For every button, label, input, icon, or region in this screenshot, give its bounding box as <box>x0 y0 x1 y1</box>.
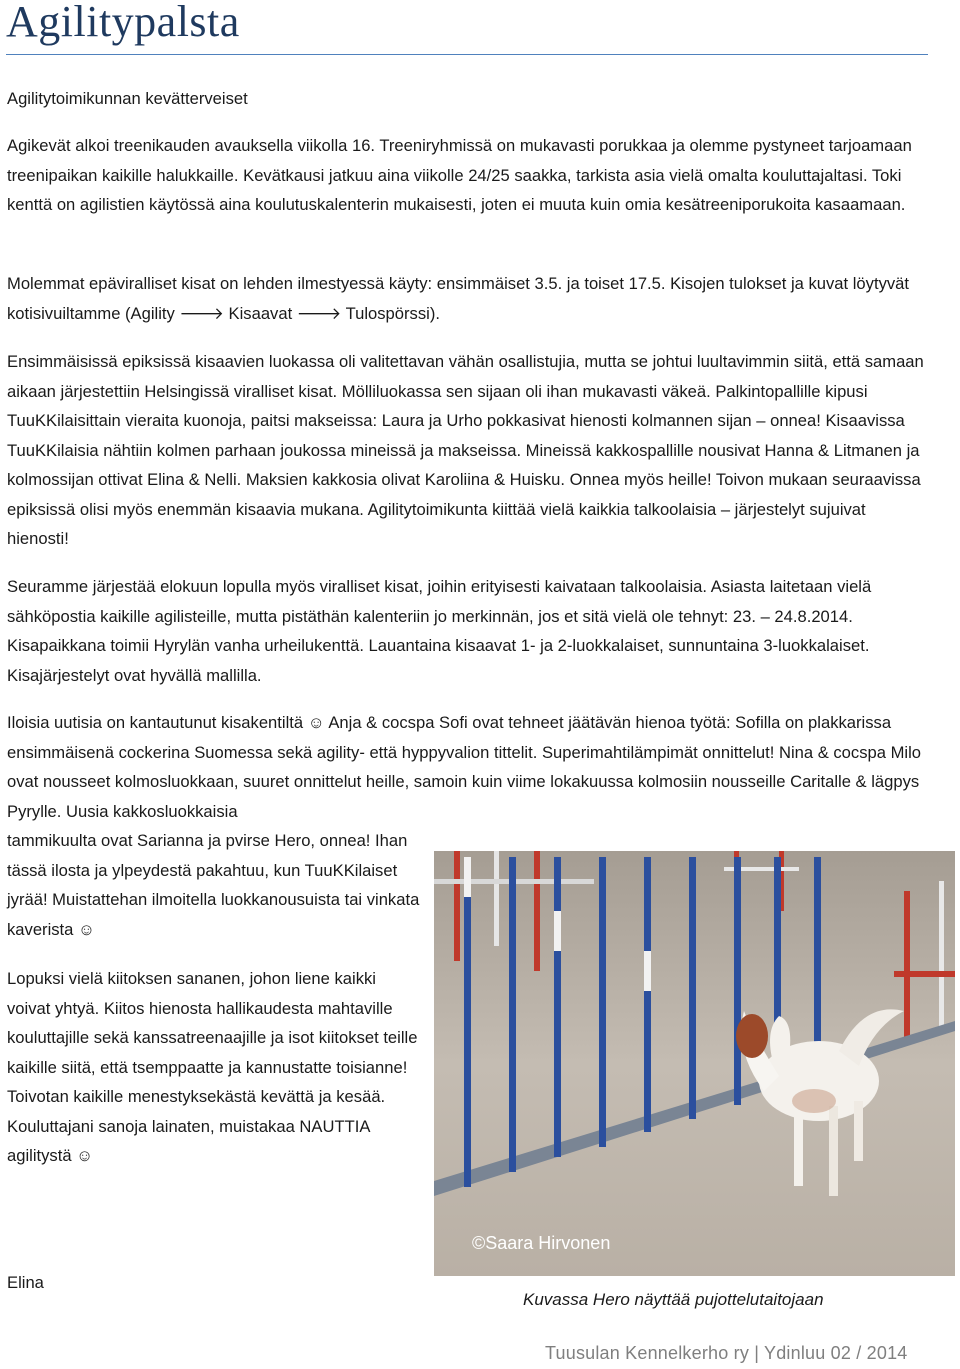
title-underline <box>6 54 928 55</box>
paragraph-official-competition: Seuramme järjestää elokuun lopulla myös viralliset kisat, joihin erityisesti kaivataan talkoolaisia. Asiasta laitetaan vielä sähköpostia kaikille agilisteille, mutta pistäthän kalenteriin jo merkinnän, jos et sitä vielä ole tehnyt: 23. – 24.8.2014. Kisapaikkana toimii Hyrylän vanha urheilukenttä. Lauantaina kisaavat 1- ja 2-luokkalaiset, sunnuntaina 3-luokkalaiset. Kisajärjestelyt ovat hyvällä mallilla. <box>7 577 872 685</box>
paragraph-good-news: Iloisia uutisia on kantautunut kisakentiltä ☺ Anja & cocspa Sofi ovat tehneet jäätävän hienoa työtä: Sofilla on plakkarissa ensimmäisenä cockerina Suomessa sekä agility- että hyppyvalion tittelit. Superimahtilämpimät onnittelut! Nina & cocspa Milo ovat nousseet kolmosluokkaan, suuret onnittelut heille, samoin kuin viime lokakuussa kolmosiin nousseille Caritalle & lägpys Pyrylle. Uusia kakkosluokkaisia <box>7 713 922 821</box>
photo-credit: ©Saara Hirvonen <box>472 1233 611 1253</box>
paragraph-good-news-continued: tammikuulta ovat Sarianna ja pvirse Hero, onnea! Ihan tässä ilosta ja ylpeydestä pakahtuu, kun TuuKKilaiset jyrää! Muistattehan ilmoitella luokkanousuista tai vinkata kaverista ☺ <box>7 831 420 939</box>
weave-poles-illustration <box>434 851 955 1276</box>
paragraph-competition-results: Ensimmäisissä epiksissä kisaavien luokassa oli valitettavan vähän osallistujia, mutta se johtui luultavimmin siitä, että samaan aikaan järjestettiin Helsingissä viralliset kisat. Mölliluokassa sen sijaan oli ihan mukavasti väkeä. Palkintopallille kipusi TuuKKilaisittain vieraita kuonoja, paitsi makseissa: Laura ja Urho pokkasivat hienosti kolmannen sijan – onnea! Kisaavissa TuuKKilaisia nähtiin kolmen parhaan joukossa mineissä ja makseissa. Mineissä kakkospallille nousivat Hanna & Litmanen ja kolmossijan ottivat Elina & Nelli. Maksien kakkosia olivat Karoliina & Huisku. Onnea myös heille! Toivon mukaan seuraavissa epiksissä olisi myös enemmän kisaavia mukana. Agilitytoimikunta kiittää vielä kaikkia talkoolaisia – järjestelyt sujuivat hienosti! <box>7 352 924 548</box>
page-footer: Tuusulan Kennelkerho ry | Ydinluu 02 / 2014 <box>545 1343 908 1363</box>
dog-photo <box>434 851 955 1276</box>
photo-caption: Kuvassa Hero näyttää pujottelutaitojaan <box>523 1290 824 1309</box>
article-subtitle: Agilitytoimikunnan kevätterveiset <box>7 89 248 108</box>
paragraph-thanks: Lopuksi vielä kiitoksen sananen, johon liene kaikki voivat yhtyä. Kiitos hienosta hallikaudesta mahtaville kouluttajille sekä kanssatreenaajille ja isot kiitokset teille kaikille siitä, että tsemppaatte ja kannustatte toisianne! Toivotan kaikille menestyksekästä kevättä ja kesää. Kouluttajani sanoja lainaten, muistakaa NAUTTIA agilitystä ☺ <box>7 969 418 1165</box>
paragraph-training: Agikevät alkoi treenikauden avauksella viikolla 16. Treeniryhmissä on mukavasti porukkaa ja olemme pystyneet tarjoamaan treenipaikan kaikille halukkaille. Kevätkausi jatkuu aina viikolle 24/25 saakka, tarkista asia vielä omalta kouluttajaltasi. Toki kenttä on agilistien käytössä aina koulutuskalenterin mukaisesti, joten ei muuta kuin omia kesätreeniporukoita kasaamaan. <box>7 136 912 214</box>
signature: Elina <box>7 1273 44 1292</box>
paragraph-unofficial-competitions: Molemmat epäviralliset kisat on lehden ilmestyessä käyty: ensimmäiset 3.5. ja toiset 17.5. Kisojen tulokset ja kuvat löytyvät kotisivuiltamme (Agility 🡒 Kisaavat 🡒 Tulospörssi). <box>7 274 910 323</box>
page-title: Agilitypalsta <box>6 0 240 46</box>
